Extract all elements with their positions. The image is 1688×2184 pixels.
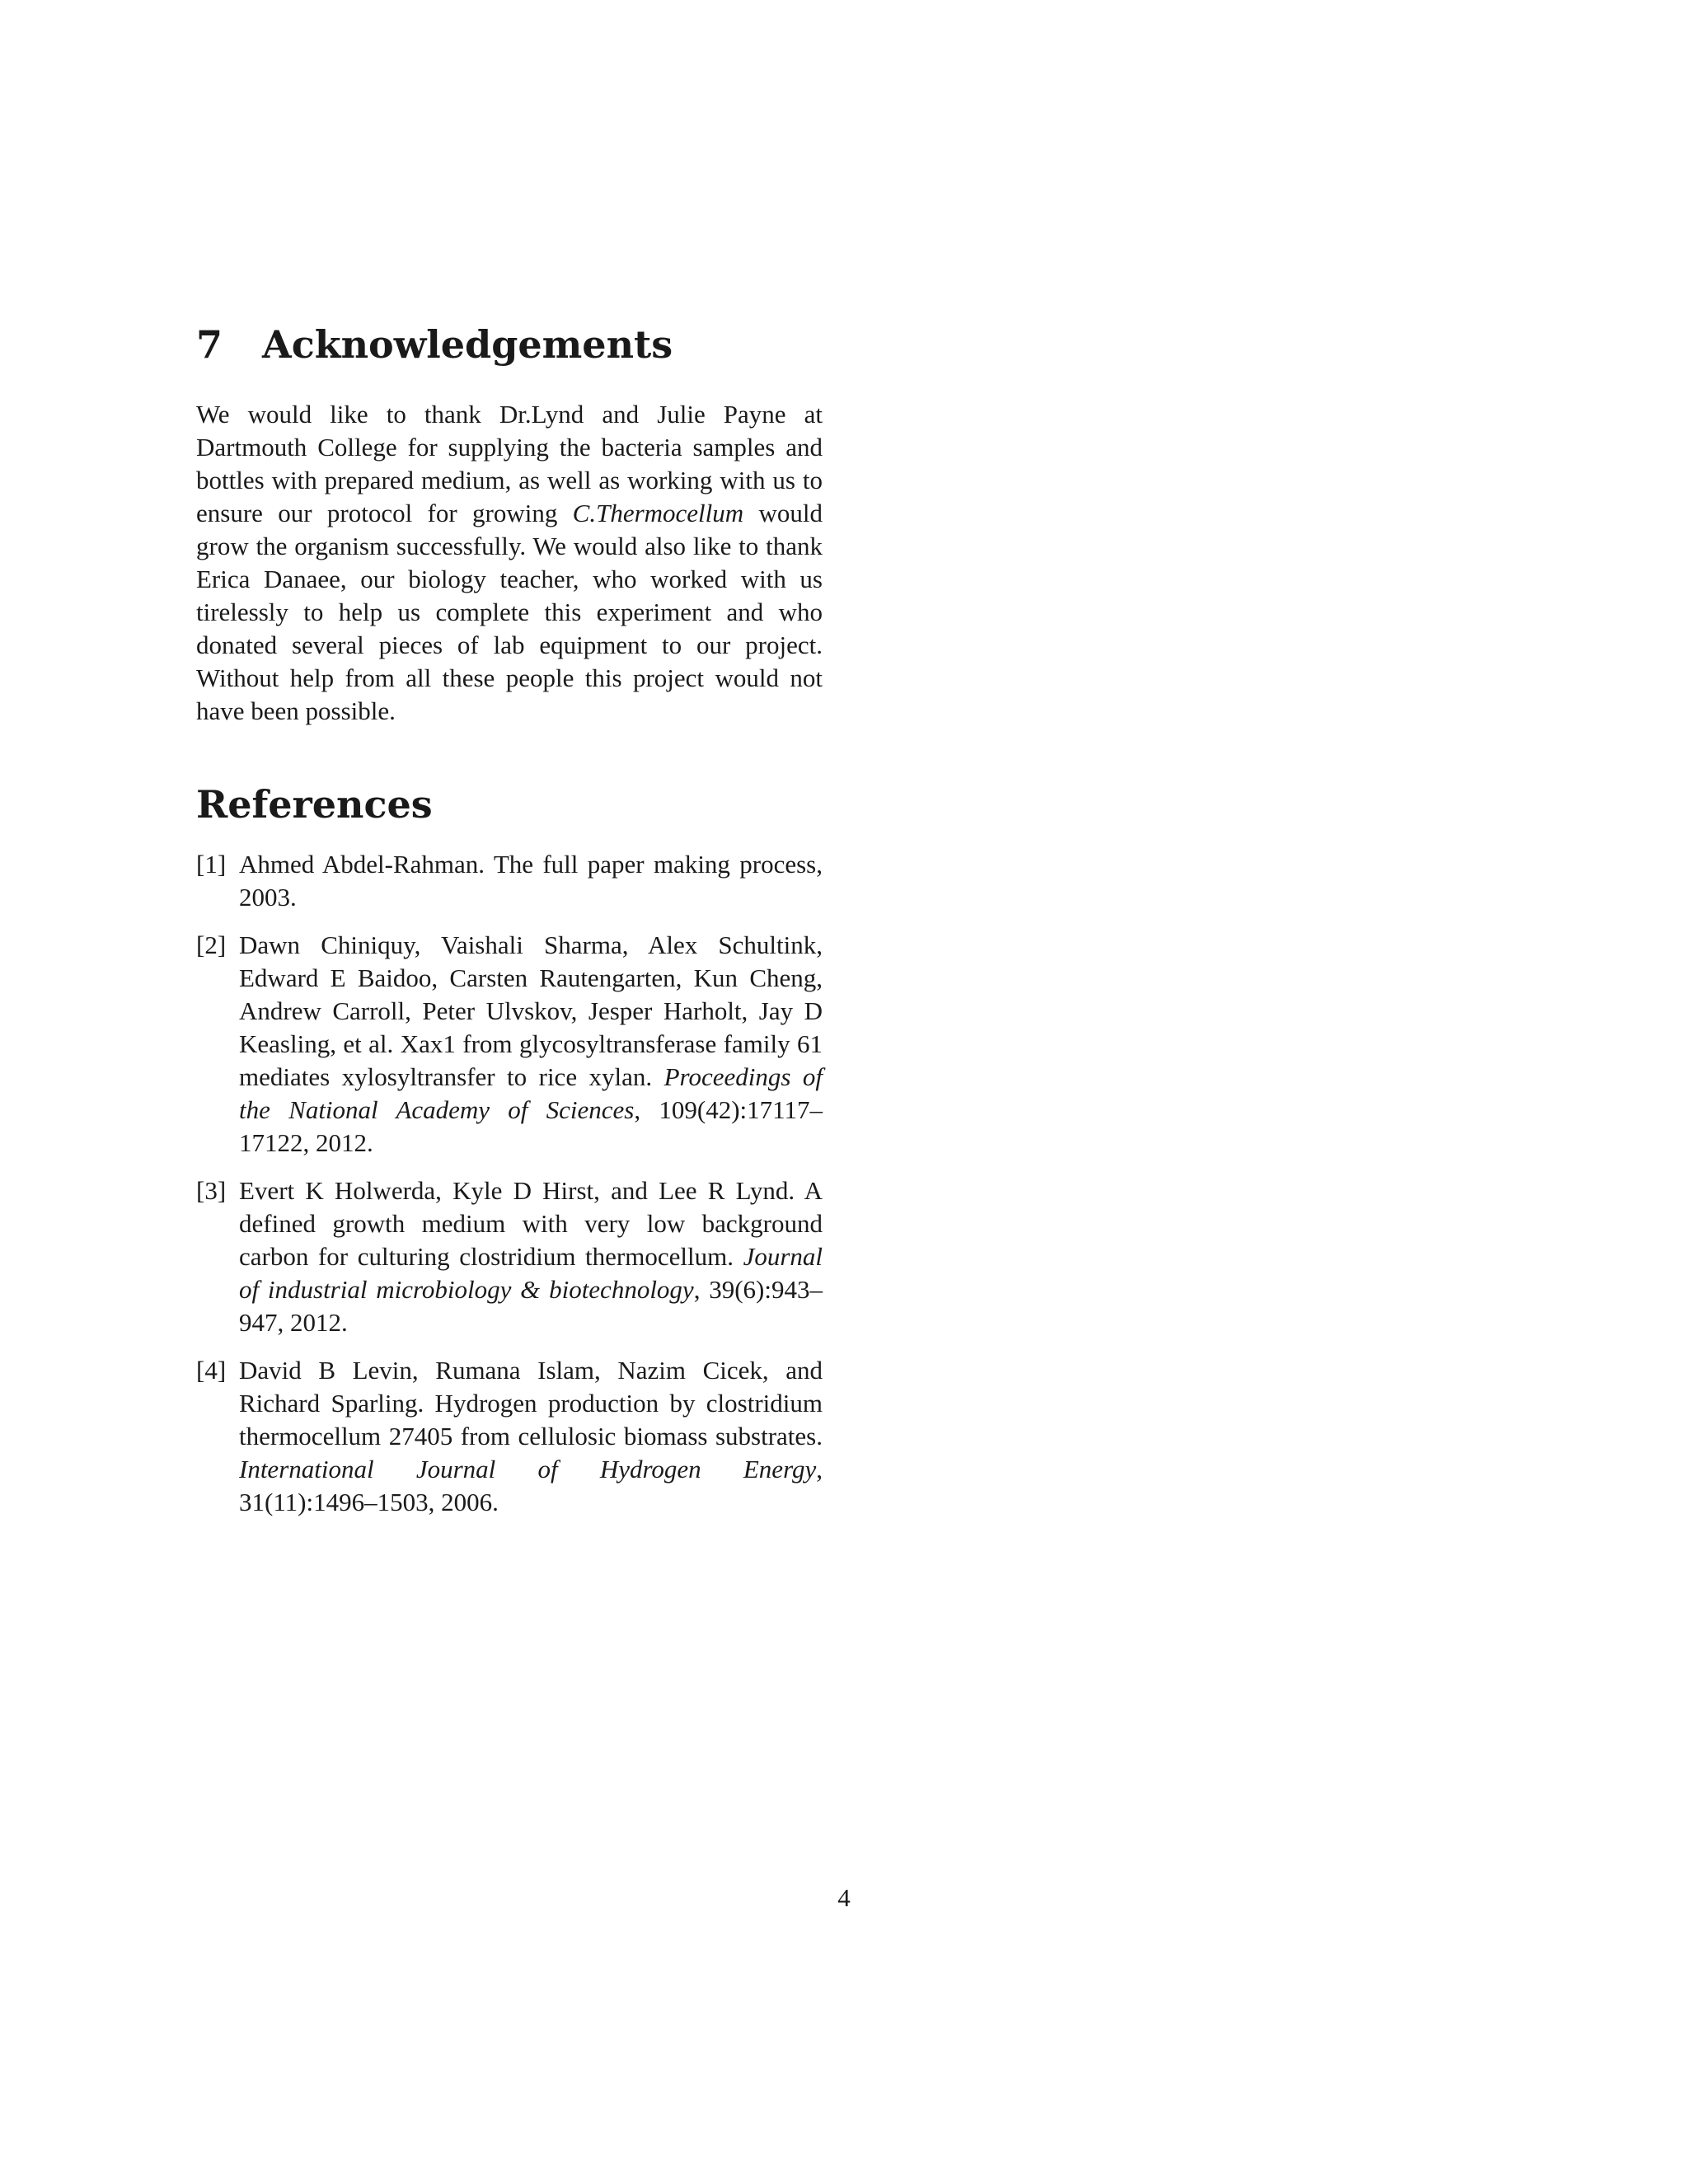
reference-item-3 (196, 1174, 823, 1339)
main-column (196, 322, 823, 1534)
reference-label: [2] (196, 930, 227, 959)
section-number: 7 (196, 322, 223, 367)
paragraph-text-start: We would like to thank Dr.Lynd and Julie Payne at Dartmouth College for supplying the bacteria samples and bottles with prepared medium, as well as working with us to ensure our protocol for growing (196, 400, 823, 527)
reference-body: Dawn Chiniquy, Vaishali Sharma, Alex Schultink, Edward E Baidoo, Carsten Rautengarten, Kun Cheng, Andrew Carroll, Peter Ulvskov, Jesper Harholt, Jay D Keasling, et al. Xax1 from glycosyltransferase family 61 mediates xylosyltransfer to rice xylan. (239, 930, 823, 1091)
reference-label: [3] (196, 1176, 227, 1205)
reference-text (239, 1354, 823, 1519)
reference-label: [1] (196, 850, 227, 879)
reference-label: [4] (196, 1356, 227, 1385)
reference-tail: , 39(6):943–947, 2012. (239, 1275, 823, 1337)
reference-body: Evert K Holwerda, Kyle D Hirst, and Lee R Lynd. A defined growth medium with very low background carbon for culturing clostridium thermocellum. (239, 1176, 823, 1271)
reference-item-2 (196, 929, 823, 1160)
page-number: 4 (837, 1883, 851, 1912)
reference-venue: Proceedings of the National Academy of Sciences (239, 1062, 823, 1124)
organism-name: C.Thermocellum (572, 499, 744, 527)
reference-venue: International Journal of Hydrogen Energy (239, 1455, 817, 1483)
acknowledgements-paragraph (196, 398, 823, 728)
section-title: Acknowledgements (262, 322, 673, 367)
paragraph-text-end: would grow the organism successfully. We would also like to thank Erica Danaee, our biology teacher, who worked with us tirelessly to help us complete this experiment and who donated several pieces of lab equipment to our project. Without help from all these people this project would not have been possible. (196, 499, 823, 725)
reference-body: David B Levin, Rumana Islam, Nazim Cicek, and Richard Sparling. Hydrogen production by clostridium thermocellum 27405 from cellulosic biomass substrates. (239, 1356, 823, 1451)
reference-venue: Journal of industrial microbiology & biotechnology (239, 1242, 823, 1304)
reference-text (239, 848, 823, 914)
reference-text (239, 929, 823, 1160)
reference-item-1 (196, 848, 823, 914)
reference-tail: , 31(11):1496–1503, 2006. (239, 1455, 823, 1516)
references-heading: References (196, 782, 433, 827)
reference-body: Ahmed Abdel-Rahman. The full paper making process, 2003. (239, 850, 823, 912)
reference-text (239, 1174, 823, 1339)
reference-item-4 (196, 1354, 823, 1519)
reference-list (196, 848, 823, 1519)
reference-tail: , 109(42):17117–17122, 2012. (239, 1095, 823, 1157)
section-heading (196, 322, 823, 367)
